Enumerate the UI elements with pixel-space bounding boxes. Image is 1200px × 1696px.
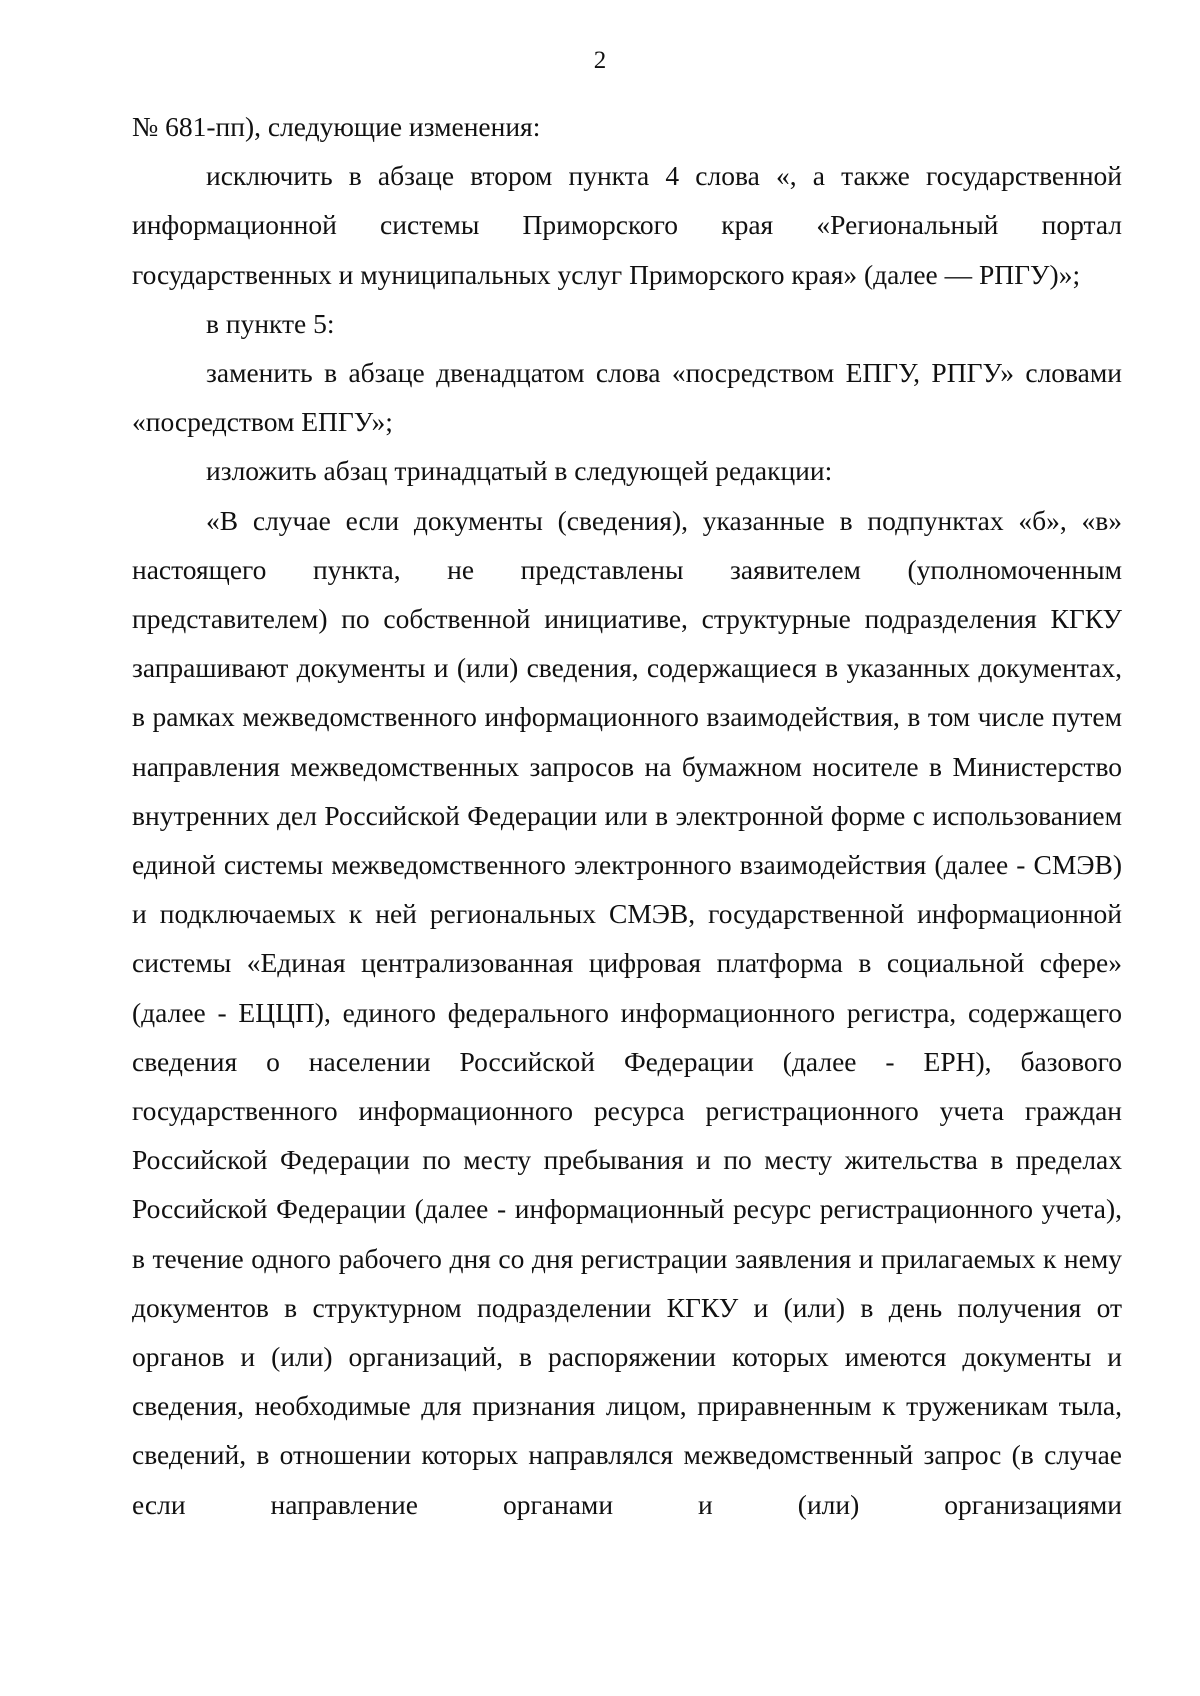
paragraph-item-5-heading: в пункте 5: <box>206 307 335 339</box>
paragraph-amendment-twelfth: заменить в абзаце двенадцатом слова «посредством ЕПГУ, РПГУ» словами «посредством ЕПГУ»; <box>132 357 1122 438</box>
paragraph-new-wording: «В случае если документы (сведения), указанные в подпунктах «б», «в» настоящего пункта, не представлены заявителем (уполномоченным представителем) по собственной инициативе, структурные подразделения КГКУ запрашивают документы и (или) сведения, содержащиеся в указанных документах, в рамках межведомственного информационного взаимодействия, в том числе путем направления межведомственных запросов на бумажном носителе в Министерство внутренних дел Российской Федерации или в электронной форме с использованием единой системы межведомственного электронного взаимодействия (далее - СМЭВ) и подключаемых к ней региональных СМЭВ, государственной информационной системы «Единая централизованная цифровая платформа в социальной сфере» (далее - ЕЦЦП), единого федерального информационного регистра, содержащего сведения о населении Российской Федерации (далее - ЕРН), базового государственного информационного ресурса регистрационного учета граждан Российской Федерации по месту пребывания и по месту жительства в пределах Российской Федерации (далее - информационный ресурс регистрационного учета), в течение одного рабочего дня со дня регистрации заявления и прилагаемых к нему документов в структурном подразделении КГКУ и (или) в день получения от органов и (или) организаций, в распоряжении которых имеются документы и сведения, необходимые для признания лицом, приравненным к труженикам тыла, сведений, в отношении которых направлялся межведомственный запрос (в случае если направление органами и (или) организациями <box>132 504 1122 1520</box>
paragraph-continuation: № 681-пп), следующие изменения: <box>132 111 541 142</box>
page-number: 2 <box>593 47 607 74</box>
document-body <box>132 102 1122 1529</box>
paragraph-amendment-thirteenth-intro: изложить абзац тринадцатый в следующей редакции: <box>206 455 833 487</box>
paragraph-amendment-item-4: исключить в абзаце втором пункта 4 слова «, а также государственной информационной системы Приморского края «Региональный портал государственных и муниципальных услуг Приморского края» (далее — РПГУ)»; <box>132 160 1122 290</box>
